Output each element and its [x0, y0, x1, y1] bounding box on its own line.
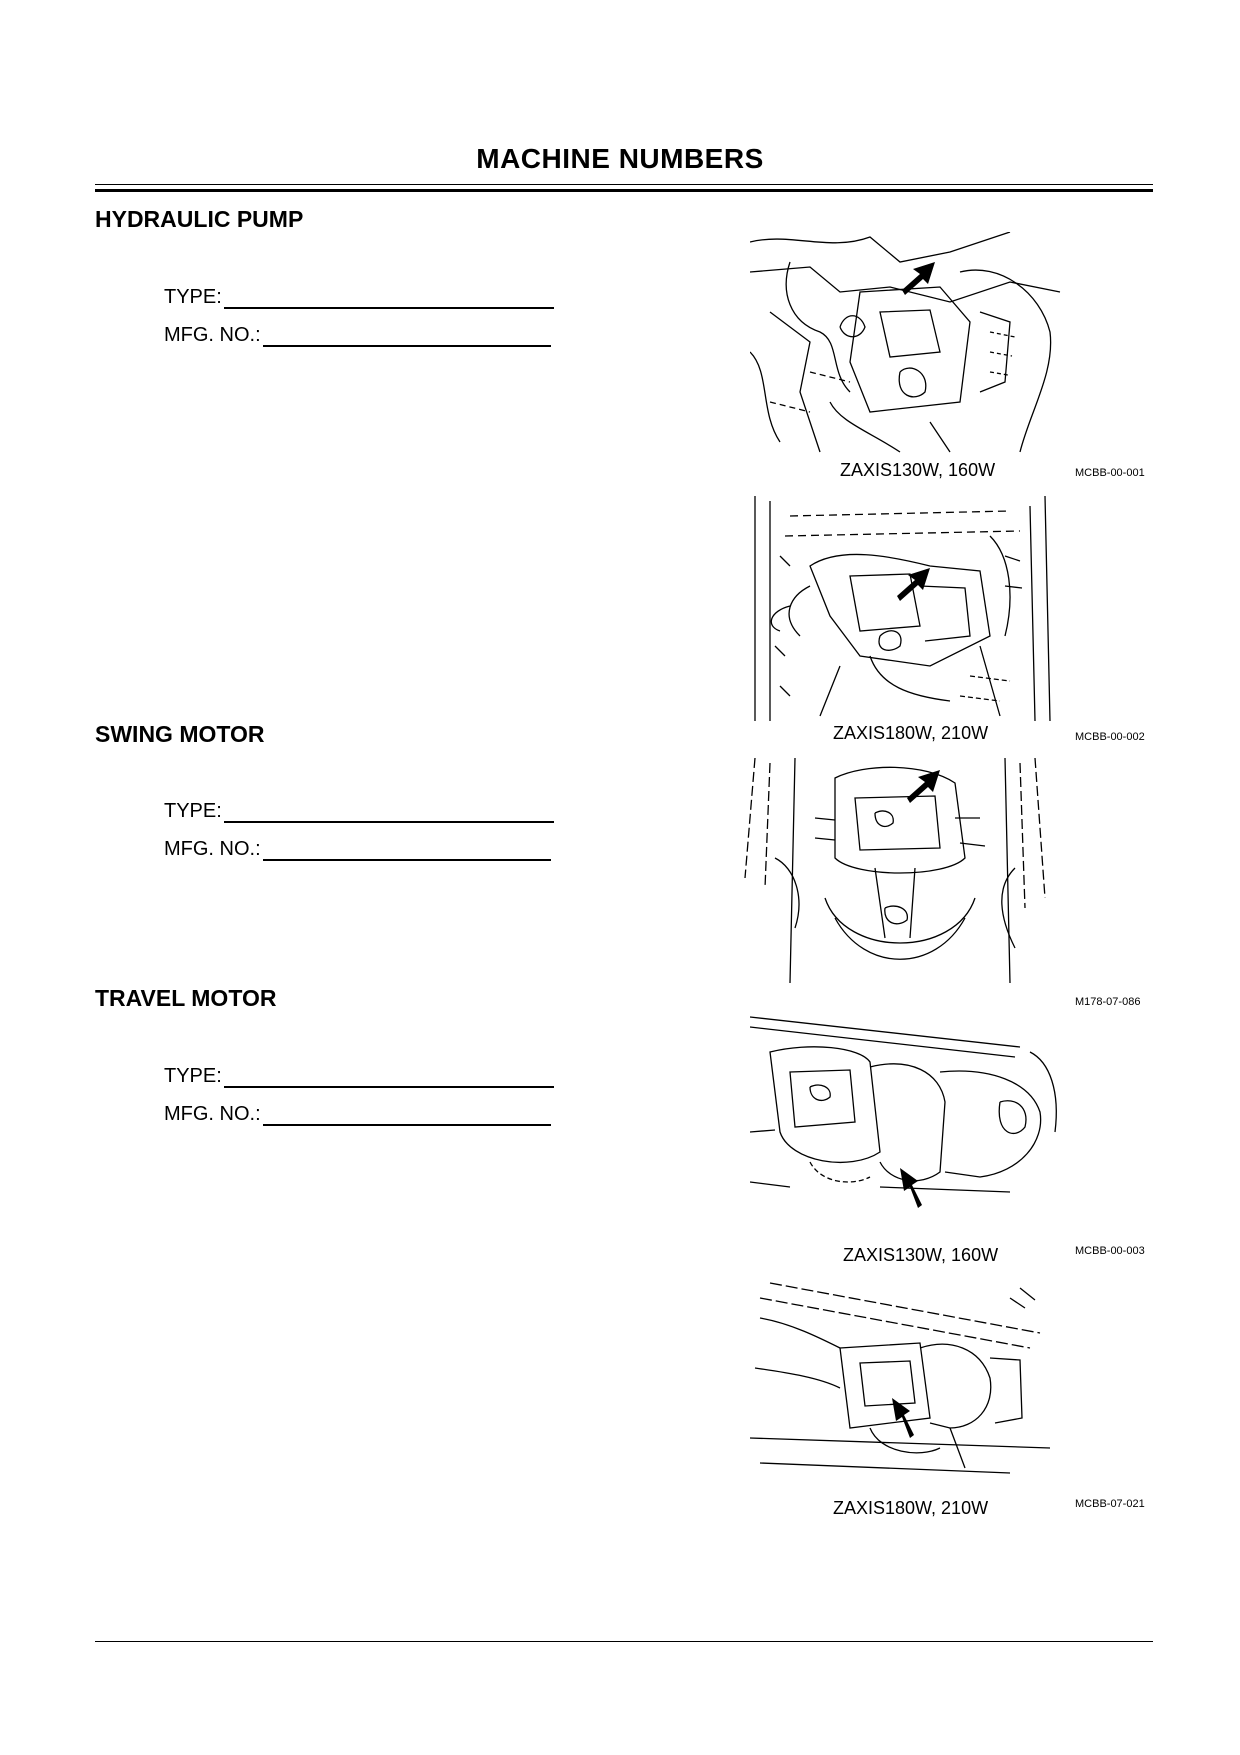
figure-caption: ZAXIS180W, 210W	[833, 1498, 989, 1518]
field-label: TYPE:	[164, 1065, 222, 1087]
field-label: TYPE:	[164, 800, 222, 822]
blank-line	[263, 837, 551, 861]
page-title: MACHINE NUMBERS	[476, 143, 764, 174]
figure-code: MCBB-00-002	[1075, 731, 1145, 743]
travel-motor-type-field	[164, 1064, 554, 1088]
figure-code: M178-07-086	[1075, 996, 1141, 1008]
figure-swing-motor	[735, 758, 1065, 983]
footer-rule	[95, 1641, 1153, 1642]
blank-line	[224, 1064, 554, 1088]
header-rule-thick	[95, 189, 1153, 192]
field-label: MFG. NO.:	[164, 1103, 261, 1125]
hydraulic-pump-mfg-field	[164, 323, 551, 347]
field-label: MFG. NO.:	[164, 324, 261, 346]
field-label: TYPE:	[164, 286, 222, 308]
section-heading-travel-motor: TRAVEL MOTOR	[95, 985, 277, 1011]
blank-line	[224, 799, 554, 823]
figure-code: MCBB-00-001	[1075, 467, 1145, 479]
swing-motor-type-field	[164, 799, 554, 823]
blank-line	[263, 323, 551, 347]
field-label: MFG. NO.:	[164, 838, 261, 860]
blank-line	[263, 1102, 551, 1126]
hydraulic-pump-type-field	[164, 285, 554, 309]
figure-caption: ZAXIS180W, 210W	[833, 723, 989, 743]
section-heading-swing-motor: SWING MOTOR	[95, 721, 265, 747]
blank-line	[224, 285, 554, 309]
section-heading-hydraulic-pump: HYDRAULIC PUMP	[95, 206, 304, 232]
figure-caption: ZAXIS130W, 160W	[840, 460, 996, 480]
figure-hydraulic-pump-180w	[750, 496, 1065, 721]
header-rule-thin	[95, 184, 1153, 185]
figure-caption: ZAXIS130W, 160W	[843, 1245, 999, 1265]
travel-motor-mfg-field	[164, 1102, 551, 1126]
figure-code: MCBB-00-003	[1075, 1245, 1145, 1257]
figure-hydraulic-pump-130w	[750, 232, 1065, 457]
figure-travel-motor-180w	[750, 1278, 1065, 1488]
figure-code: MCBB-07-021	[1075, 1498, 1145, 1510]
figure-travel-motor-130w	[750, 1012, 1065, 1237]
swing-motor-mfg-field	[164, 837, 551, 861]
